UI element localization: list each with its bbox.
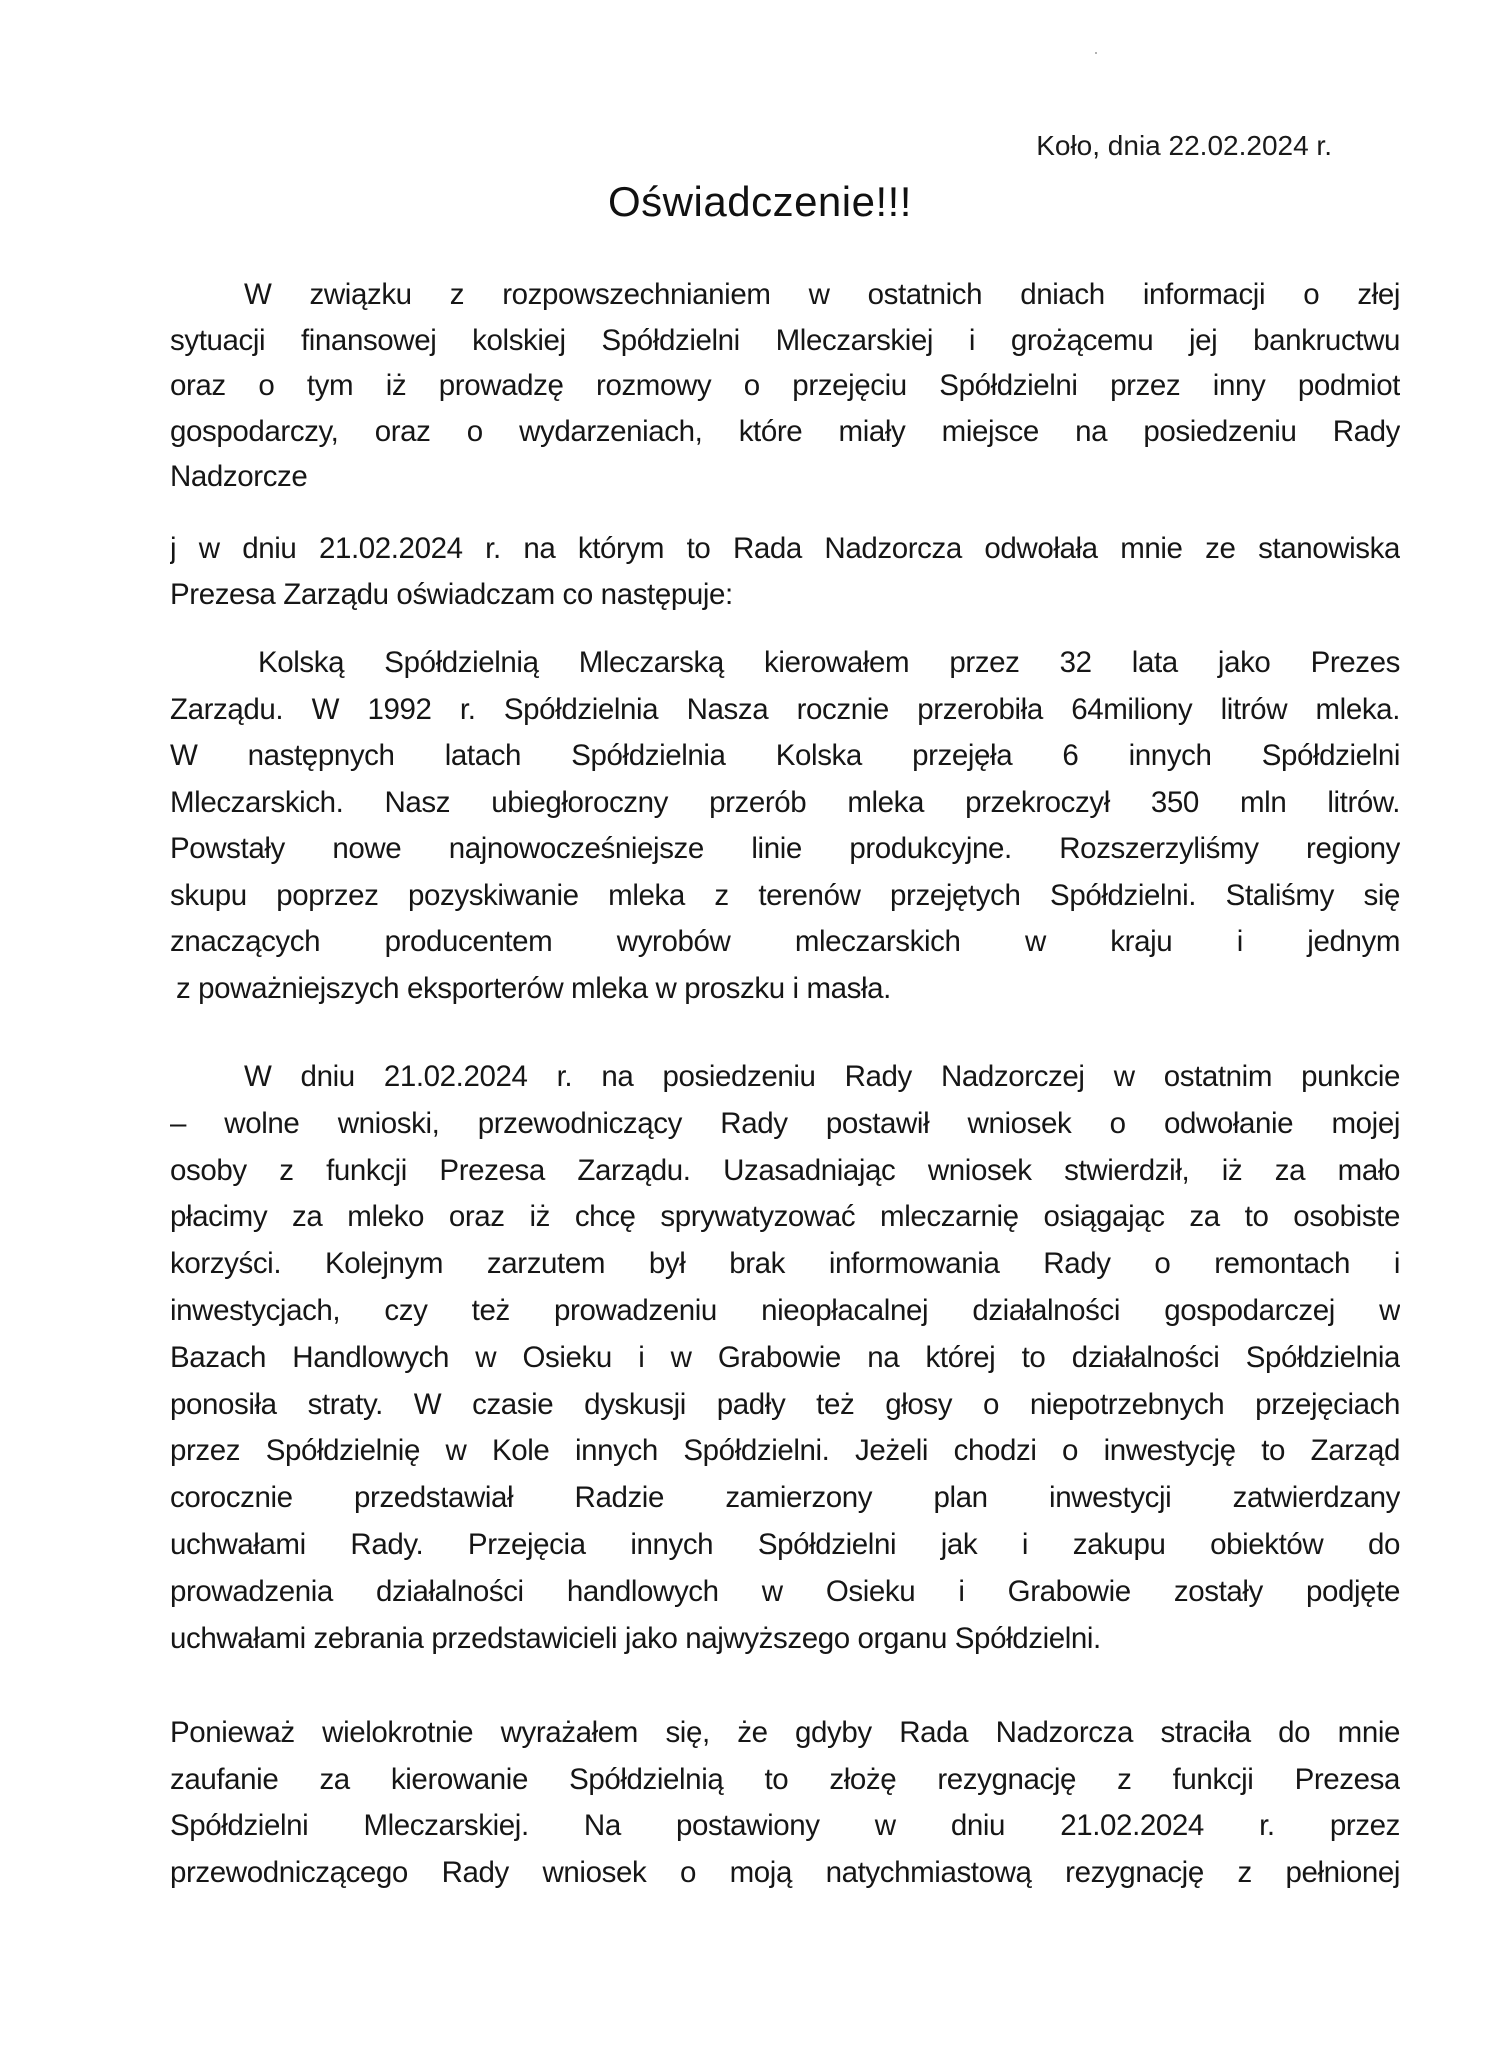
text-line: płacimy za mleko oraz iż chcę sprywatyzować mleczarnię osiągając za to osobiste bbox=[170, 1200, 1400, 1234]
text-line: Powstały nowe najnowocześniejsze linie produkcyjne. Rozszerzyliśmy regiony bbox=[170, 832, 1400, 865]
paragraph-resignation bbox=[170, 1710, 1400, 1896]
text-line: przez Spółdzielnię w Kole innych Spółdzielni. Jeżeli chodzi o inwestycję to Zarząd bbox=[170, 1434, 1400, 1468]
text-line: zaufanie za kierowanie Spółdzielnią to złożę rezygnację z funkcji Prezesa bbox=[170, 1762, 1400, 1796]
text-line: Bazach Handlowych w Osieku i w Grabowie na której to działalności Spółdzielnia bbox=[170, 1340, 1400, 1374]
paragraph-intro bbox=[170, 272, 1400, 500]
text-line: Zarządu. W 1992 r. Spółdzielnia Nasza rocznie przerobiła 64miliony litrów mleka. bbox=[170, 692, 1400, 726]
text-line: gospodarczy, oraz o wydarzeniach, które miały miejsce na posiedzeniu Rady bbox=[170, 414, 1400, 448]
text-line: prowadzenia działalności handlowych w Osieku i Grabowie zostały podjęte bbox=[170, 1574, 1400, 1608]
text-line: W związku z rozpowszechnianiem w ostatnich dniach informacji o złej bbox=[244, 278, 1400, 311]
text-line: uchwałami Rady. Przejęcia innych Spółdzielni jak i zakupu obiektów do bbox=[170, 1527, 1400, 1561]
text-line: W następnych latach Spółdzielnia Kolska przejęła 6 innych Spółdzielni bbox=[170, 739, 1400, 772]
text-line: Nadzorcze bbox=[170, 460, 308, 493]
text-line: Ponieważ wielokrotnie wyrażałem się, że gdyby Rada Nadzorcza straciła do mnie bbox=[170, 1716, 1400, 1749]
text-line: corocznie przedstawiał Radzie zamierzony plan inwestycji zatwierdzany bbox=[170, 1481, 1400, 1515]
text-line: skupu poprzez pozyskiwanie mleka z terenów przejętych Spółdzielni. Staliśmy się bbox=[170, 878, 1400, 912]
scan-speck bbox=[1095, 52, 1097, 54]
text-line: przewodniczącego Rady wniosek o moją natychmiastową rezygnację z pełnionej bbox=[170, 1855, 1400, 1889]
text-line: oraz o tym iż prowadzę rozmowy o przejęciu Spółdzielni przez inny podmiot bbox=[170, 369, 1400, 402]
text-line: Mleczarskich. Nasz ubiegłoroczny przerób mleka przekroczył 350 mln litrów. bbox=[170, 785, 1400, 819]
paragraph-board-meeting bbox=[170, 1054, 1400, 1662]
text-line: korzyści. Kolejnym zarzutem był brak informowania Rady o remontach i bbox=[170, 1247, 1400, 1281]
text-line: uchwałami zebrania przedstawicieli jako najwyższego organu Spółdzielni. bbox=[170, 1621, 1101, 1655]
text-line: j w dniu 21.02.2024 r. na którym to Rada Nadzorcza odwołała mnie ze stanowiska bbox=[170, 532, 1400, 565]
text-line: osoby z funkcji Prezesa Zarządu. Uzasadniając wniosek stwierdził, iż za mało bbox=[170, 1153, 1400, 1187]
paragraph-intro-continued bbox=[170, 526, 1400, 617]
text-line: Kolską Spółdzielnią Mleczarską kierowałem przez 32 lata jako Prezes bbox=[258, 646, 1400, 679]
place-and-date: Koło, dnia 22.02.2024 r. bbox=[1036, 130, 1332, 161]
paragraph-history bbox=[170, 640, 1400, 1012]
document-title: Oświadczenie!!! bbox=[608, 178, 912, 225]
text-line: ponosiła straty. W czasie dyskusji padły też głosy o niepotrzebnych przejęciach bbox=[170, 1387, 1400, 1421]
text-line: inwestycjach, czy też prowadzeniu nieopłacalnej działalności gospodarczej w bbox=[170, 1293, 1400, 1327]
text-line: z poważniejszych eksporterów mleka w proszku i masła. bbox=[176, 971, 891, 1005]
text-line: sytuacji finansowej kolskiej Spółdzielni Mleczarskiej i grożącemu jej bankructwu bbox=[170, 323, 1400, 357]
text-line: W dniu 21.02.2024 r. na posiedzeniu Rady Nadzorczej w ostatnim punkcie bbox=[244, 1060, 1400, 1093]
text-line: Prezesa Zarządu oświadczam co następuje: bbox=[170, 577, 733, 611]
text-line: znaczących producentem wyrobów mleczarskich w kraju i jednym bbox=[170, 925, 1400, 958]
text-line: – wolne wnioski, przewodniczący Rady postawił wniosek o odwołanie mojej bbox=[170, 1106, 1400, 1140]
text-line: Spółdzielni Mleczarskiej. Na postawiony w dniu 21.02.2024 r. przez bbox=[170, 1809, 1400, 1842]
